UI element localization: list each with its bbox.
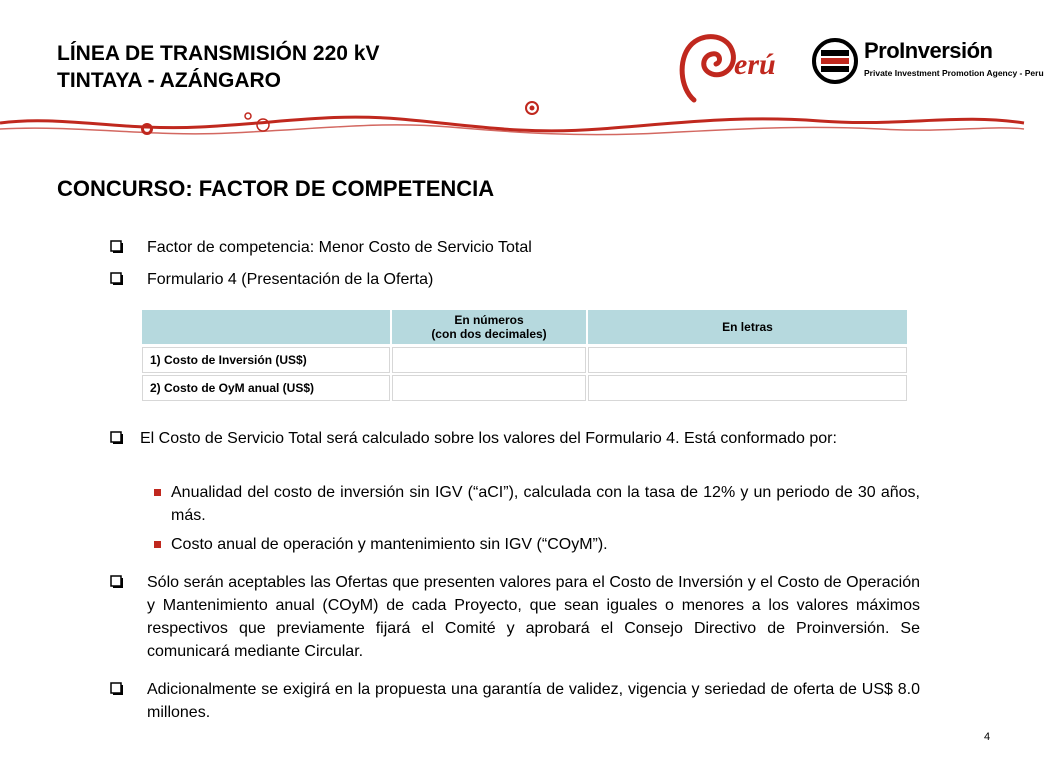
proinversion-logo (812, 38, 1044, 84)
peru-logo (676, 30, 791, 102)
table-row (141, 374, 908, 402)
bullet-garantia-text: Adicionalmente se exigirá en la propuesta una garantía de validez, vigencia y seriedad de oferta de US$ 8.0 millones. (147, 681, 920, 721)
row-numeros-cell[interactable] (391, 346, 587, 375)
square-bullet-icon (154, 541, 161, 548)
wave-spiral-icon (530, 106, 535, 111)
header-title-line2: TINTAYA - AZÁNGARO (57, 69, 282, 92)
row-letras-cell[interactable] (587, 346, 908, 375)
formulario-table (140, 308, 909, 403)
bullet-garantia (110, 678, 920, 724)
bullet-ofertas (110, 571, 920, 663)
header-numeros-line2: (con dos decimales) (431, 327, 547, 341)
table-header-letras: En letras (587, 309, 908, 346)
row-numeros-cell[interactable] (391, 374, 587, 402)
checkbox-bullet-icon (110, 682, 123, 695)
proinversion-tagline: Private Investment Promotion Agency - Peru (864, 68, 1044, 78)
row-letras-cell[interactable] (587, 374, 908, 402)
wave-bubble-icon (257, 119, 269, 131)
row-label: 1) Costo de Inversión (US$) (141, 346, 391, 375)
bullet-formulario-text: Formulario 4 (Presentación de la Oferta) (147, 271, 434, 288)
wave-dot-icon (143, 125, 152, 134)
bullet-factor (110, 236, 920, 259)
decorative-wave (0, 85, 1024, 155)
page-number: 4 (984, 731, 991, 743)
bullet-ofertas-text: Sólo serán aceptables las Ofertas que presenten valores para el Costo de Inversión y el Costo de Operación y Mantenimiento anual (COyM) de cada Proyecto, que sean iguales o menores a los valores máximos respectivos que previamente fijará el Comité y aprobará el Consejo Directivo de Proinversión. Se comunicará mediante Circular. (147, 574, 920, 660)
checkbox-bullet-icon (110, 272, 123, 285)
checkbox-bullet-icon (110, 575, 123, 588)
proinversion-emblem-icon (812, 38, 858, 84)
sub-bullet-anualidad (154, 481, 920, 527)
proinversion-name: ProInversión (864, 38, 993, 63)
wave-bubble-icon (245, 113, 251, 119)
checkbox-bullet-icon (110, 240, 123, 253)
bullet-factor-text: Factor de competencia: Menor Costo de Servicio Total (147, 239, 532, 256)
checkbox-bullet-icon (110, 431, 123, 444)
sub-bullet-coym-text: Costo anual de operación y mantenimiento sin IGV (“COyM”). (171, 536, 608, 553)
table-row (141, 346, 908, 375)
table-header-empty (141, 309, 391, 346)
header-title-line1: LÍNEA DE TRANSMISIÓN 220 kV (57, 42, 380, 65)
sub-bullet-coym (154, 533, 920, 556)
bullet-costo-servicio-text: El Costo de Servicio Total será calculado sobre los valores del Formulario 4. Está conformado por: (140, 430, 837, 447)
bullet-costo-servicio (110, 427, 920, 450)
table-header-row (141, 309, 908, 346)
row-label: 2) Costo de OyM anual (US$) (141, 374, 391, 402)
bullet-formulario (110, 268, 920, 291)
section-title: CONCURSO: FACTOR DE COMPETENCIA (57, 176, 495, 201)
peru-spiral-icon (676, 30, 791, 102)
peru-logo-text: erú (734, 48, 776, 81)
table-header-numeros (391, 309, 587, 346)
square-bullet-icon (154, 489, 161, 496)
sub-bullet-anualidad-text: Anualidad del costo de inversión sin IGV (“aCI”), calculada con la tasa de 12% y un periodo de 30 años, más. (171, 484, 920, 524)
header-numeros-line1: En números (454, 313, 524, 327)
